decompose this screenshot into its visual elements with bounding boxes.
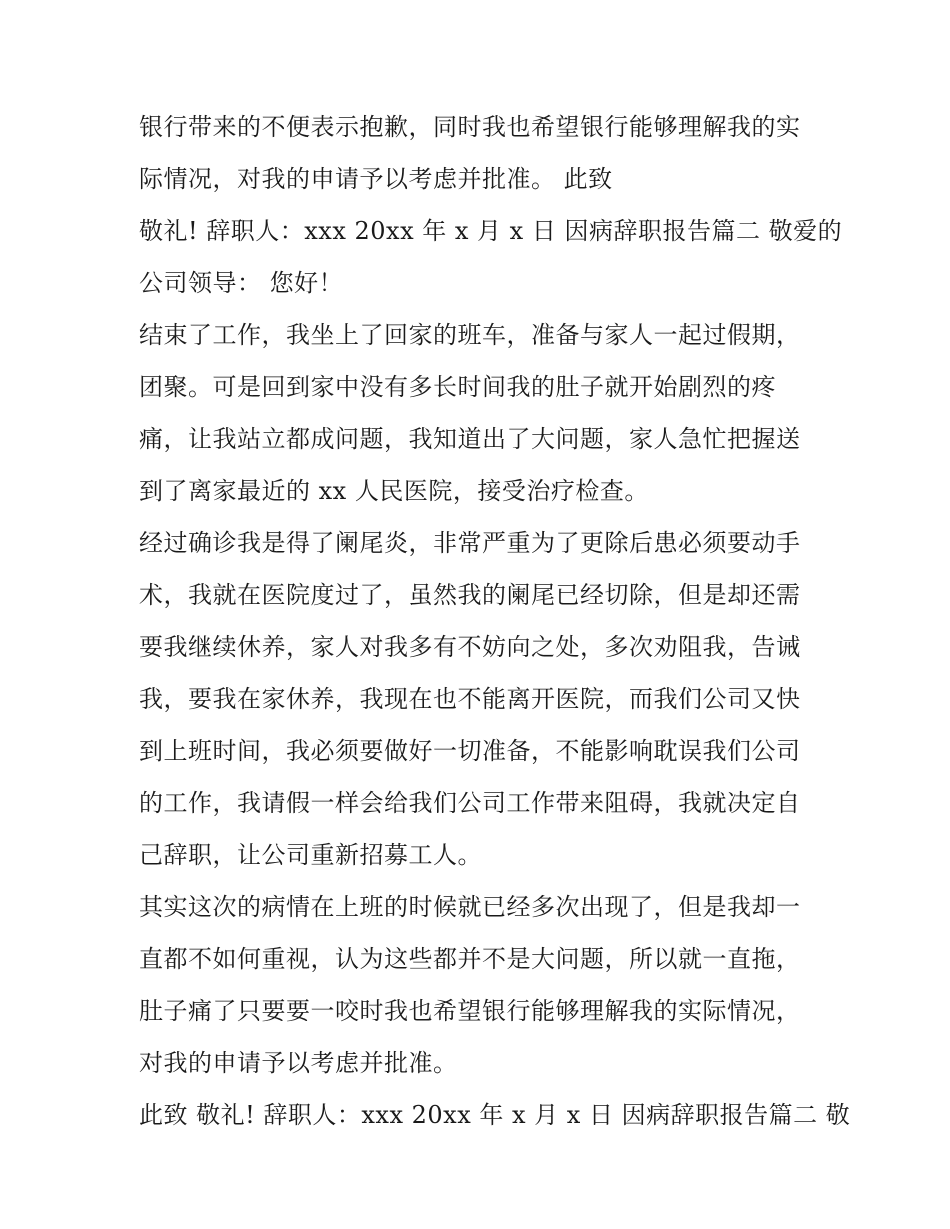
text-line: 的工作，我请假一样会给我们公司工作带来阻碍，我就决定自 bbox=[139, 789, 801, 817]
text-line: 到了离家最近的 xx 人民医院，接受治疗检查。 bbox=[139, 477, 649, 505]
text-line: 公司领导： 您好！ bbox=[139, 269, 344, 297]
text-line: 对我的申请予以考虑并批准。 bbox=[139, 1049, 458, 1077]
text-line: 敬礼! 辞职人：xxx 20xx 年 x 月 x 日 因病辞职报告篇二 敬爱的 bbox=[139, 217, 843, 245]
text-line: 术，我就在医院度过了，虽然我的阑尾已经切除，但是却还需 bbox=[139, 581, 801, 609]
document-body bbox=[139, 101, 851, 1141]
text-line: 经过确诊我是得了阑尾炎，非常严重为了更除后患必须要动手 bbox=[139, 529, 801, 557]
text-line: 其实这次的病情在上班的时候就已经多次出现了，但是我却一 bbox=[139, 893, 801, 921]
text-line: 此致 敬礼! 辞职人：xxx 20xx 年 x 月 x 日 因病辞职报告篇二 敬 bbox=[139, 1101, 851, 1129]
text-line: 直都不如何重视，认为这些都并不是大问题，所以就一直拖， bbox=[139, 945, 801, 973]
text-line: 痛，让我站立都成问题，我知道出了大问题，家人急忙把握送 bbox=[139, 425, 801, 453]
text-line: 己辞职，让公司重新招募工人。 bbox=[139, 841, 482, 869]
text-line: 团聚。可是回到家中没有多长时间我的肚子就开始剧烈的疼 bbox=[139, 373, 776, 401]
text-line: 银行带来的不便表示抱歉，同时我也希望银行能够理解我的实 bbox=[139, 113, 801, 141]
text-line: 结束了工作，我坐上了回家的班车，准备与家人一起过假期， bbox=[139, 321, 801, 349]
text-line: 际情况，对我的申请予以考虑并批准。 此致 bbox=[139, 165, 613, 193]
text-line: 肚子痛了只要要一咬时我也希望银行能够理解我的实际情况， bbox=[139, 997, 801, 1025]
text-line: 到上班时间，我必须要做好一切准备，不能影响耽误我们公司 bbox=[139, 737, 801, 765]
text-line: 我，要我在家休养，我现在也不能离开医院，而我们公司又快 bbox=[139, 685, 801, 713]
text-line: 要我继续休养，家人对我多有不妨向之处，多次劝阻我，告诫 bbox=[139, 633, 801, 661]
